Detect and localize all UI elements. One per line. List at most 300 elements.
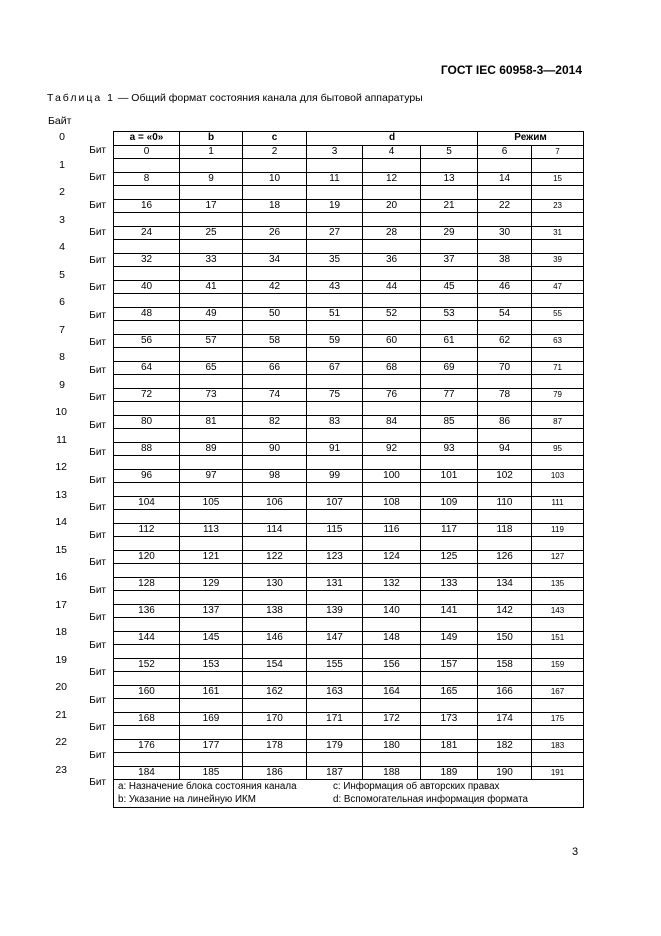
bit-cell: 64 <box>114 361 180 375</box>
empty-cell <box>421 294 478 308</box>
col-header-mode: Режим <box>478 132 584 146</box>
bit-cell: 161 <box>180 685 243 699</box>
empty-cell <box>421 618 478 632</box>
empty-cell <box>532 726 584 740</box>
empty-cell <box>114 726 180 740</box>
bit-cell: 48 <box>114 307 180 321</box>
empty-cell <box>363 240 421 254</box>
bit-cell: 187 <box>307 766 363 780</box>
empty-cell <box>478 672 532 686</box>
spacer-row <box>114 294 584 308</box>
empty-cell <box>307 726 363 740</box>
empty-cell <box>307 321 363 335</box>
empty-cell <box>243 267 307 281</box>
byte-number: 10 <box>55 406 67 418</box>
empty-cell <box>243 402 307 416</box>
standard-header: ГОСТ IEC 60958-3—2014 <box>440 63 582 77</box>
bit-cell: 100 <box>363 469 421 483</box>
bit-cell: 156 <box>363 658 421 672</box>
empty-cell <box>478 267 532 281</box>
byte-number: 19 <box>55 653 67 666</box>
empty-cell <box>307 159 363 173</box>
bit-row <box>114 145 584 159</box>
bit-row <box>114 415 584 429</box>
empty-cell <box>114 186 180 200</box>
bit-cell: 182 <box>478 739 532 753</box>
bit-cell: 62 <box>478 334 532 348</box>
bit-cell: 18 <box>243 199 307 213</box>
bit-row <box>114 361 584 375</box>
empty-cell <box>307 483 363 497</box>
empty-cell <box>532 699 584 713</box>
empty-cell <box>180 699 243 713</box>
empty-cell <box>478 510 532 524</box>
bit-cell: 23 <box>532 199 584 213</box>
bit-label: Бит <box>89 557 106 569</box>
empty-cell <box>532 321 584 335</box>
bit-label: Бит <box>89 612 106 624</box>
bit-cell: 145 <box>180 631 243 645</box>
bit-label: Бит <box>89 144 106 156</box>
empty-cell <box>532 159 584 173</box>
bit-label: Бит <box>89 337 106 349</box>
empty-cell <box>307 348 363 362</box>
bit-cell: 9 <box>180 172 243 186</box>
bit-cell: 1 <box>180 145 243 159</box>
empty-cell <box>307 510 363 524</box>
empty-cell <box>114 240 180 254</box>
bit-cell: 93 <box>421 442 478 456</box>
empty-cell <box>363 267 421 281</box>
spacer-row <box>114 537 584 551</box>
empty-cell <box>363 699 421 713</box>
empty-cell <box>363 591 421 605</box>
spacer-row <box>114 213 584 227</box>
bit-cell: 10 <box>243 172 307 186</box>
empty-cell <box>478 591 532 605</box>
byte-number: 7 <box>59 323 65 336</box>
empty-cell <box>307 456 363 470</box>
empty-cell <box>243 726 307 740</box>
empty-cell <box>363 375 421 389</box>
bit-cell: 95 <box>532 442 584 456</box>
bit-cell: 88 <box>114 442 180 456</box>
empty-cell <box>532 753 584 767</box>
empty-cell <box>114 672 180 686</box>
empty-cell <box>421 213 478 227</box>
spacer-row <box>114 645 584 659</box>
bit-cell: 75 <box>307 388 363 402</box>
bit-cell: 146 <box>243 631 307 645</box>
legend-a: a: Назначение блока состояния канала <box>118 781 297 792</box>
header-row <box>114 132 584 146</box>
empty-cell <box>114 294 180 308</box>
bit-cell: 52 <box>363 307 421 321</box>
bit-cell: 152 <box>114 658 180 672</box>
caption-text: — Общий формат состояния канала для бытовой аппаратуры <box>114 92 423 104</box>
empty-cell <box>478 294 532 308</box>
empty-cell <box>114 456 180 470</box>
bit-cell: 96 <box>114 469 180 483</box>
empty-cell <box>180 267 243 281</box>
spacer-row <box>114 483 584 497</box>
bit-cell: 190 <box>478 766 532 780</box>
bit-cell: 135 <box>532 577 584 591</box>
empty-cell <box>421 321 478 335</box>
empty-cell <box>243 213 307 227</box>
spacer-row <box>114 699 584 713</box>
empty-cell <box>532 213 584 227</box>
empty-cell <box>114 699 180 713</box>
spacer-row <box>114 591 584 605</box>
bit-cell: 72 <box>114 388 180 402</box>
empty-cell <box>180 429 243 443</box>
bit-cell: 2 <box>243 145 307 159</box>
empty-cell <box>532 456 584 470</box>
bit-cell: 65 <box>180 361 243 375</box>
bit-cell: 35 <box>307 253 363 267</box>
byte-number: 12 <box>55 461 67 473</box>
empty-cell <box>478 753 532 767</box>
spacer-row <box>114 618 584 632</box>
legend-c: c: Информация об авторских правах <box>333 781 500 792</box>
bit-cell: 110 <box>478 496 532 510</box>
bit-cell: 111 <box>532 496 584 510</box>
empty-cell <box>307 618 363 632</box>
bit-label: Бит <box>89 529 106 541</box>
bit-cell: 155 <box>307 658 363 672</box>
spacer-row <box>114 348 584 362</box>
empty-cell <box>363 321 421 335</box>
bit-cell: 69 <box>421 361 478 375</box>
bit-cell: 112 <box>114 523 180 537</box>
col-header-b: b <box>180 132 243 146</box>
bit-label: Бит <box>89 474 106 486</box>
empty-cell <box>478 537 532 551</box>
legend-d: d: Вспомогательная информация формата <box>333 793 528 805</box>
bit-cell: 83 <box>307 415 363 429</box>
spacer-row <box>114 267 584 281</box>
bit-cell: 127 <box>532 550 584 564</box>
empty-cell <box>363 753 421 767</box>
empty-cell <box>421 429 478 443</box>
empty-cell <box>363 564 421 578</box>
empty-cell <box>180 213 243 227</box>
spacer-row <box>114 726 584 740</box>
empty-cell <box>114 213 180 227</box>
empty-cell <box>532 645 584 659</box>
empty-cell <box>363 726 421 740</box>
bit-cell: 97 <box>180 469 243 483</box>
bit-cell: 167 <box>532 685 584 699</box>
bit-cell: 89 <box>180 442 243 456</box>
bit-row <box>114 523 584 537</box>
spacer-row <box>114 510 584 524</box>
bit-cell: 30 <box>478 226 532 240</box>
bit-cell: 181 <box>421 739 478 753</box>
bit-cell: 115 <box>307 523 363 537</box>
bit-cell: 63 <box>532 334 584 348</box>
bit-cell: 123 <box>307 550 363 564</box>
bit-cell: 37 <box>421 253 478 267</box>
bit-cell: 51 <box>307 307 363 321</box>
empty-cell <box>307 267 363 281</box>
empty-cell <box>363 348 421 362</box>
empty-cell <box>180 726 243 740</box>
bit-cell: 184 <box>114 766 180 780</box>
bit-cell: 21 <box>421 199 478 213</box>
empty-cell <box>421 591 478 605</box>
empty-cell <box>478 483 532 497</box>
bit-cell: 67 <box>307 361 363 375</box>
bit-cell: 106 <box>243 496 307 510</box>
bit-cell: 15 <box>532 172 584 186</box>
table-caption <box>47 92 423 104</box>
empty-cell <box>307 591 363 605</box>
bit-cell: 91 <box>307 442 363 456</box>
empty-cell <box>478 375 532 389</box>
bit-cell: 57 <box>180 334 243 348</box>
empty-cell <box>363 402 421 416</box>
empty-cell <box>243 375 307 389</box>
empty-cell <box>421 699 478 713</box>
empty-cell <box>363 672 421 686</box>
bit-cell: 61 <box>421 334 478 348</box>
bit-cell: 31 <box>532 226 584 240</box>
bit-cell: 13 <box>421 172 478 186</box>
bit-label: Бит <box>89 309 106 321</box>
bit-cell: 124 <box>363 550 421 564</box>
empty-cell <box>478 348 532 362</box>
bit-row <box>114 388 584 402</box>
empty-cell <box>532 672 584 686</box>
bit-cell: 42 <box>243 280 307 294</box>
bit-cell: 74 <box>243 388 307 402</box>
bit-cell: 138 <box>243 604 307 618</box>
legend-b: b: Указание на линейную ИКМ <box>118 793 256 805</box>
bit-cell: 50 <box>243 307 307 321</box>
empty-cell <box>307 429 363 443</box>
bit-cell: 98 <box>243 469 307 483</box>
bit-cell: 108 <box>363 496 421 510</box>
empty-cell <box>243 159 307 173</box>
bit-cell: 132 <box>363 577 421 591</box>
bit-cell: 39 <box>532 253 584 267</box>
empty-cell <box>421 726 478 740</box>
byte-number: 6 <box>59 296 65 308</box>
bit-cell: 121 <box>180 550 243 564</box>
spacer-row <box>114 753 584 767</box>
bit-cell: 56 <box>114 334 180 348</box>
bit-cell: 175 <box>532 712 584 726</box>
bit-row <box>114 496 584 510</box>
bit-label: Бит <box>89 282 106 294</box>
bit-cell: 4 <box>363 145 421 159</box>
bit-cell: 38 <box>478 253 532 267</box>
empty-cell <box>478 402 532 416</box>
empty-cell <box>532 186 584 200</box>
empty-cell <box>421 483 478 497</box>
bit-cell: 164 <box>363 685 421 699</box>
empty-cell <box>180 618 243 632</box>
empty-cell <box>478 213 532 227</box>
empty-cell <box>114 321 180 335</box>
bit-cell: 19 <box>307 199 363 213</box>
bit-cell: 151 <box>532 631 584 645</box>
empty-cell <box>532 375 584 389</box>
bit-cell: 149 <box>421 631 478 645</box>
bit-row <box>114 469 584 483</box>
byte-number: 23 <box>55 763 67 776</box>
bit-cell: 71 <box>532 361 584 375</box>
bit-cell: 34 <box>243 253 307 267</box>
bit-cell: 20 <box>363 199 421 213</box>
byte-number: 22 <box>55 736 67 748</box>
empty-cell <box>532 483 584 497</box>
bit-cell: 160 <box>114 685 180 699</box>
empty-cell <box>243 645 307 659</box>
bit-cell: 183 <box>532 739 584 753</box>
bit-cell: 128 <box>114 577 180 591</box>
bit-cell: 148 <box>363 631 421 645</box>
empty-cell <box>180 753 243 767</box>
byte-number: 16 <box>55 571 67 583</box>
bit-cell: 11 <box>307 172 363 186</box>
bit-cell: 27 <box>307 226 363 240</box>
bit-cell: 105 <box>180 496 243 510</box>
bit-cell: 7 <box>532 145 584 159</box>
col-header-a: a = «0» <box>114 132 180 146</box>
bit-cell: 81 <box>180 415 243 429</box>
bit-cell: 153 <box>180 658 243 672</box>
bit-cell: 173 <box>421 712 478 726</box>
bit-cell: 43 <box>307 280 363 294</box>
bit-cell: 180 <box>363 739 421 753</box>
bit-row <box>114 307 584 321</box>
spacer-row <box>114 402 584 416</box>
bit-cell: 26 <box>243 226 307 240</box>
empty-cell <box>180 402 243 416</box>
bit-cell: 186 <box>243 766 307 780</box>
bit-cell: 66 <box>243 361 307 375</box>
bit-cell: 25 <box>180 226 243 240</box>
bit-cell: 6 <box>478 145 532 159</box>
spacer-row <box>114 672 584 686</box>
empty-cell <box>478 564 532 578</box>
empty-cell <box>363 429 421 443</box>
byte-number: 4 <box>59 241 65 253</box>
bit-cell: 46 <box>478 280 532 294</box>
byte-number: 0 <box>59 131 65 143</box>
byte-number: 18 <box>55 626 67 638</box>
bit-label: Бит <box>89 419 106 431</box>
bit-cell: 101 <box>421 469 478 483</box>
bit-cell: 28 <box>363 226 421 240</box>
empty-cell <box>421 375 478 389</box>
bit-cell: 99 <box>307 469 363 483</box>
channel-status-table <box>113 131 584 808</box>
bit-label: Бит <box>89 447 106 459</box>
empty-cell <box>114 564 180 578</box>
empty-cell <box>114 645 180 659</box>
empty-cell <box>114 753 180 767</box>
empty-cell <box>180 159 243 173</box>
bit-cell: 126 <box>478 550 532 564</box>
bit-cell: 68 <box>363 361 421 375</box>
bit-cell: 178 <box>243 739 307 753</box>
bit-row <box>114 658 584 672</box>
empty-cell <box>478 456 532 470</box>
byte-number: 21 <box>55 708 67 721</box>
empty-cell <box>421 240 478 254</box>
empty-cell <box>180 510 243 524</box>
empty-cell <box>307 537 363 551</box>
bit-row <box>114 334 584 348</box>
bit-cell: 53 <box>421 307 478 321</box>
bit-cell: 122 <box>243 550 307 564</box>
bit-cell: 78 <box>478 388 532 402</box>
empty-cell <box>243 591 307 605</box>
bit-cell: 92 <box>363 442 421 456</box>
bit-cell: 58 <box>243 334 307 348</box>
bit-cell: 82 <box>243 415 307 429</box>
empty-cell <box>180 456 243 470</box>
empty-cell <box>243 564 307 578</box>
empty-cell <box>363 213 421 227</box>
empty-cell <box>114 267 180 281</box>
bit-cell: 165 <box>421 685 478 699</box>
bit-row <box>114 577 584 591</box>
empty-cell <box>421 645 478 659</box>
bit-row <box>114 685 584 699</box>
empty-cell <box>243 186 307 200</box>
spacer-row <box>114 564 584 578</box>
empty-cell <box>307 564 363 578</box>
bit-cell: 172 <box>363 712 421 726</box>
empty-cell <box>532 591 584 605</box>
bit-cell: 77 <box>421 388 478 402</box>
bit-cell: 12 <box>363 172 421 186</box>
bit-cell: 162 <box>243 685 307 699</box>
empty-cell <box>532 564 584 578</box>
legend-cell <box>114 780 584 808</box>
empty-cell <box>243 753 307 767</box>
bit-cell: 49 <box>180 307 243 321</box>
bit-cell: 185 <box>180 766 243 780</box>
bit-cell: 176 <box>114 739 180 753</box>
bit-cell: 177 <box>180 739 243 753</box>
bit-cell: 109 <box>421 496 478 510</box>
bit-row <box>114 766 584 780</box>
bit-label: Бит <box>89 722 106 734</box>
bit-cell: 139 <box>307 604 363 618</box>
bit-cell: 114 <box>243 523 307 537</box>
bit-row <box>114 550 584 564</box>
empty-cell <box>243 294 307 308</box>
bit-cell: 159 <box>532 658 584 672</box>
bit-cell: 5 <box>421 145 478 159</box>
spacer-row <box>114 159 584 173</box>
bit-cell: 163 <box>307 685 363 699</box>
empty-cell <box>421 564 478 578</box>
bit-label: Бит <box>89 667 106 679</box>
col-header-d: d <box>307 132 478 146</box>
empty-cell <box>114 159 180 173</box>
bit-cell: 136 <box>114 604 180 618</box>
empty-cell <box>180 321 243 335</box>
bit-label: Бит <box>89 749 106 761</box>
bit-row <box>114 172 584 186</box>
